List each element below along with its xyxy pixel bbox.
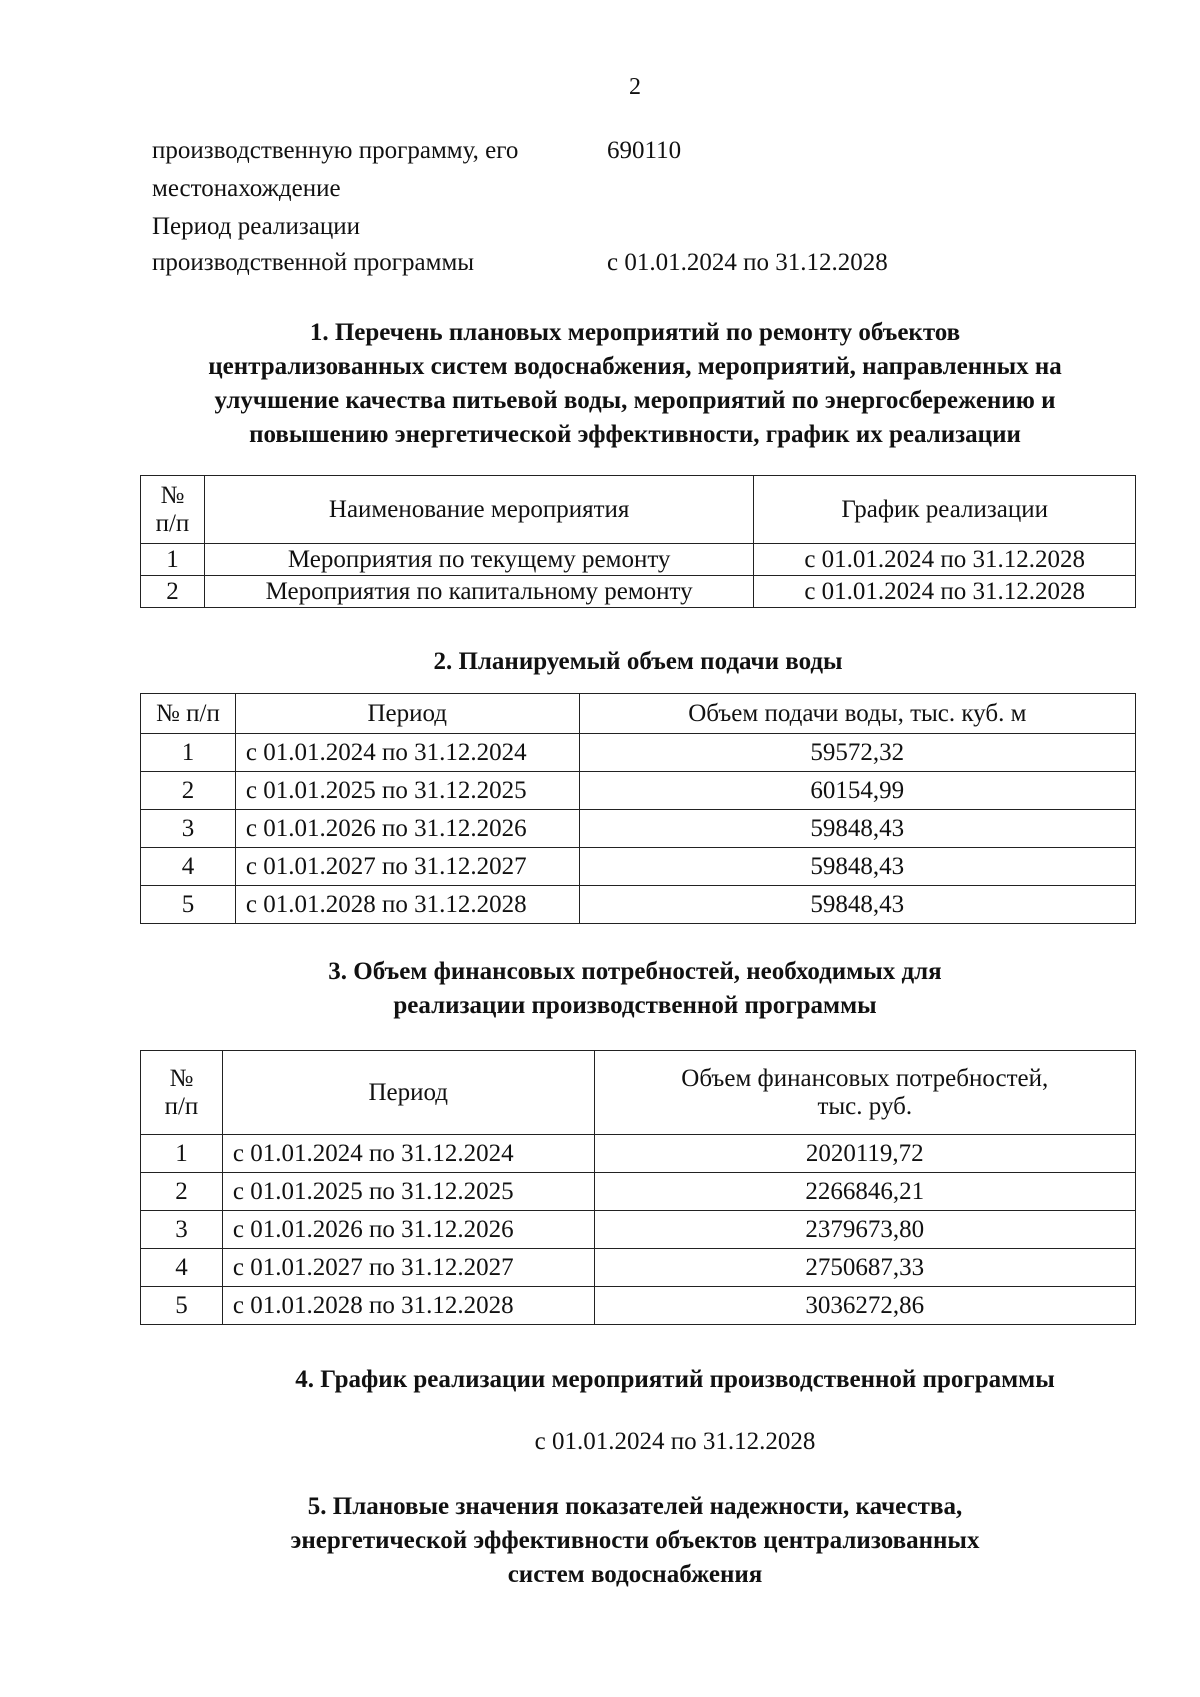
table-row bbox=[141, 772, 1136, 810]
section2-title: 2. Планируемый объем подачи воды bbox=[433, 648, 843, 675]
row-number: 5 bbox=[141, 1287, 223, 1325]
table-row bbox=[141, 848, 1136, 886]
section5-title-line: 5. Плановые значения показателей надежности, качества, bbox=[307, 1493, 963, 1520]
table-row bbox=[141, 544, 1136, 576]
row-number: 5 bbox=[141, 886, 236, 924]
row-number: 3 bbox=[141, 1211, 223, 1249]
header-value-period: с 01.01.2024 по 31.12.2028 bbox=[607, 249, 888, 276]
volume-cell: 59848,43 bbox=[579, 848, 1135, 886]
period-cell: с 01.01.2025 по 31.12.2025 bbox=[235, 772, 579, 810]
section3-title bbox=[140, 955, 1130, 1023]
table-row bbox=[141, 576, 1136, 608]
volume-cell: 59572,32 bbox=[579, 734, 1135, 772]
table-row bbox=[141, 886, 1136, 924]
period-cell: с 01.01.2027 по 31.12.2027 bbox=[222, 1249, 594, 1287]
col-period-header: Период bbox=[222, 1051, 594, 1135]
col-name-header: Наименование мероприятия bbox=[204, 476, 753, 544]
header-label-4: производственной программы bbox=[152, 249, 475, 276]
period-cell: с 01.01.2024 по 31.12.2024 bbox=[235, 734, 579, 772]
period-cell: с 01.01.2026 по 31.12.2026 bbox=[222, 1211, 594, 1249]
row-number: 1 bbox=[141, 544, 205, 576]
row-number: 2 bbox=[141, 1173, 223, 1211]
activity-schedule: с 01.01.2024 по 31.12.2028 bbox=[754, 544, 1136, 576]
table-header-row bbox=[141, 476, 1136, 544]
period-cell: с 01.01.2026 по 31.12.2026 bbox=[235, 810, 579, 848]
col-number-header: № п/п bbox=[141, 1051, 223, 1135]
table-header-row bbox=[141, 1051, 1136, 1135]
volume-cell: 60154,99 bbox=[579, 772, 1135, 810]
header-label-2: местонахождение bbox=[152, 175, 341, 202]
header-value-postcode: 690110 bbox=[607, 137, 682, 164]
table-row bbox=[141, 1211, 1136, 1249]
finance-cell: 2020119,72 bbox=[594, 1135, 1135, 1173]
section3-title-line: 3. Объем финансовых потребностей, необходимых для bbox=[328, 958, 942, 985]
row-number: 2 bbox=[141, 576, 205, 608]
page-number: 2 bbox=[629, 74, 641, 100]
finance-cell: 2266846,21 bbox=[594, 1173, 1135, 1211]
col-finance-header: Объем финансовых потребностей, тыс. руб. bbox=[594, 1051, 1135, 1135]
row-number: 1 bbox=[141, 734, 236, 772]
table-row bbox=[141, 1287, 1136, 1325]
period-cell: с 01.01.2028 по 31.12.2028 bbox=[222, 1287, 594, 1325]
finance-cell: 2379673,80 bbox=[594, 1211, 1135, 1249]
col-period-header: Период bbox=[235, 694, 579, 734]
water-supply-table bbox=[140, 693, 1136, 924]
section1-title bbox=[140, 316, 1130, 452]
col-number-header: № п/п bbox=[141, 476, 205, 544]
row-number: 3 bbox=[141, 810, 236, 848]
section1-title-line: 1. Перечень плановых мероприятий по ремонту объектов bbox=[309, 319, 961, 346]
header-label-1: производственную программу, его bbox=[152, 137, 519, 164]
table-row bbox=[141, 734, 1136, 772]
period-cell: с 01.01.2027 по 31.12.2027 bbox=[235, 848, 579, 886]
volume-cell: 59848,43 bbox=[579, 886, 1135, 924]
period-cell: с 01.01.2025 по 31.12.2025 bbox=[222, 1173, 594, 1211]
table-row bbox=[141, 1173, 1136, 1211]
finance-cell: 2750687,33 bbox=[594, 1249, 1135, 1287]
section5-title-line: систем водоснабжения bbox=[507, 1561, 763, 1588]
row-number: 2 bbox=[141, 772, 236, 810]
table-row bbox=[141, 1135, 1136, 1173]
section4-title: 4. График реализации мероприятий производственной программы bbox=[295, 1366, 1055, 1393]
section3-title-line: реализации производственной программы bbox=[393, 992, 877, 1019]
col-number-header: № п/п bbox=[141, 694, 236, 734]
row-number: 4 bbox=[141, 1249, 223, 1287]
table-row bbox=[141, 1249, 1136, 1287]
section1-title-line: повышению энергетической эффективности, график их реализации bbox=[249, 421, 1021, 448]
activity-schedule: с 01.01.2024 по 31.12.2028 bbox=[754, 576, 1136, 608]
activity-name: Мероприятия по текущему ремонту bbox=[204, 544, 753, 576]
row-number: 1 bbox=[141, 1135, 223, 1173]
table-row bbox=[141, 810, 1136, 848]
activities-table bbox=[140, 475, 1136, 608]
section4-period: с 01.01.2024 по 31.12.2028 bbox=[534, 1428, 816, 1455]
period-cell: с 01.01.2024 по 31.12.2024 bbox=[222, 1135, 594, 1173]
table-header-row bbox=[141, 694, 1136, 734]
section5-title bbox=[140, 1490, 1130, 1592]
col-volume-header: Объем подачи воды, тыс. куб. м bbox=[579, 694, 1135, 734]
volume-cell: 59848,43 bbox=[579, 810, 1135, 848]
section1-title-line: улучшение качества питьевой воды, мероприятий по энергосбережению и bbox=[214, 387, 1056, 414]
section5-title-line: энергетической эффективности объектов централизованных bbox=[290, 1527, 980, 1554]
financial-needs-table bbox=[140, 1050, 1136, 1325]
section1-title-line: централизованных систем водоснабжения, мероприятий, направленных на bbox=[208, 353, 1062, 380]
row-number: 4 bbox=[141, 848, 236, 886]
period-cell: с 01.01.2028 по 31.12.2028 bbox=[235, 886, 579, 924]
finance-cell: 3036272,86 bbox=[594, 1287, 1135, 1325]
col-schedule-header: График реализации bbox=[754, 476, 1136, 544]
activity-name: Мероприятия по капитальному ремонту bbox=[204, 576, 753, 608]
header-label-3: Период реализации bbox=[152, 213, 360, 240]
